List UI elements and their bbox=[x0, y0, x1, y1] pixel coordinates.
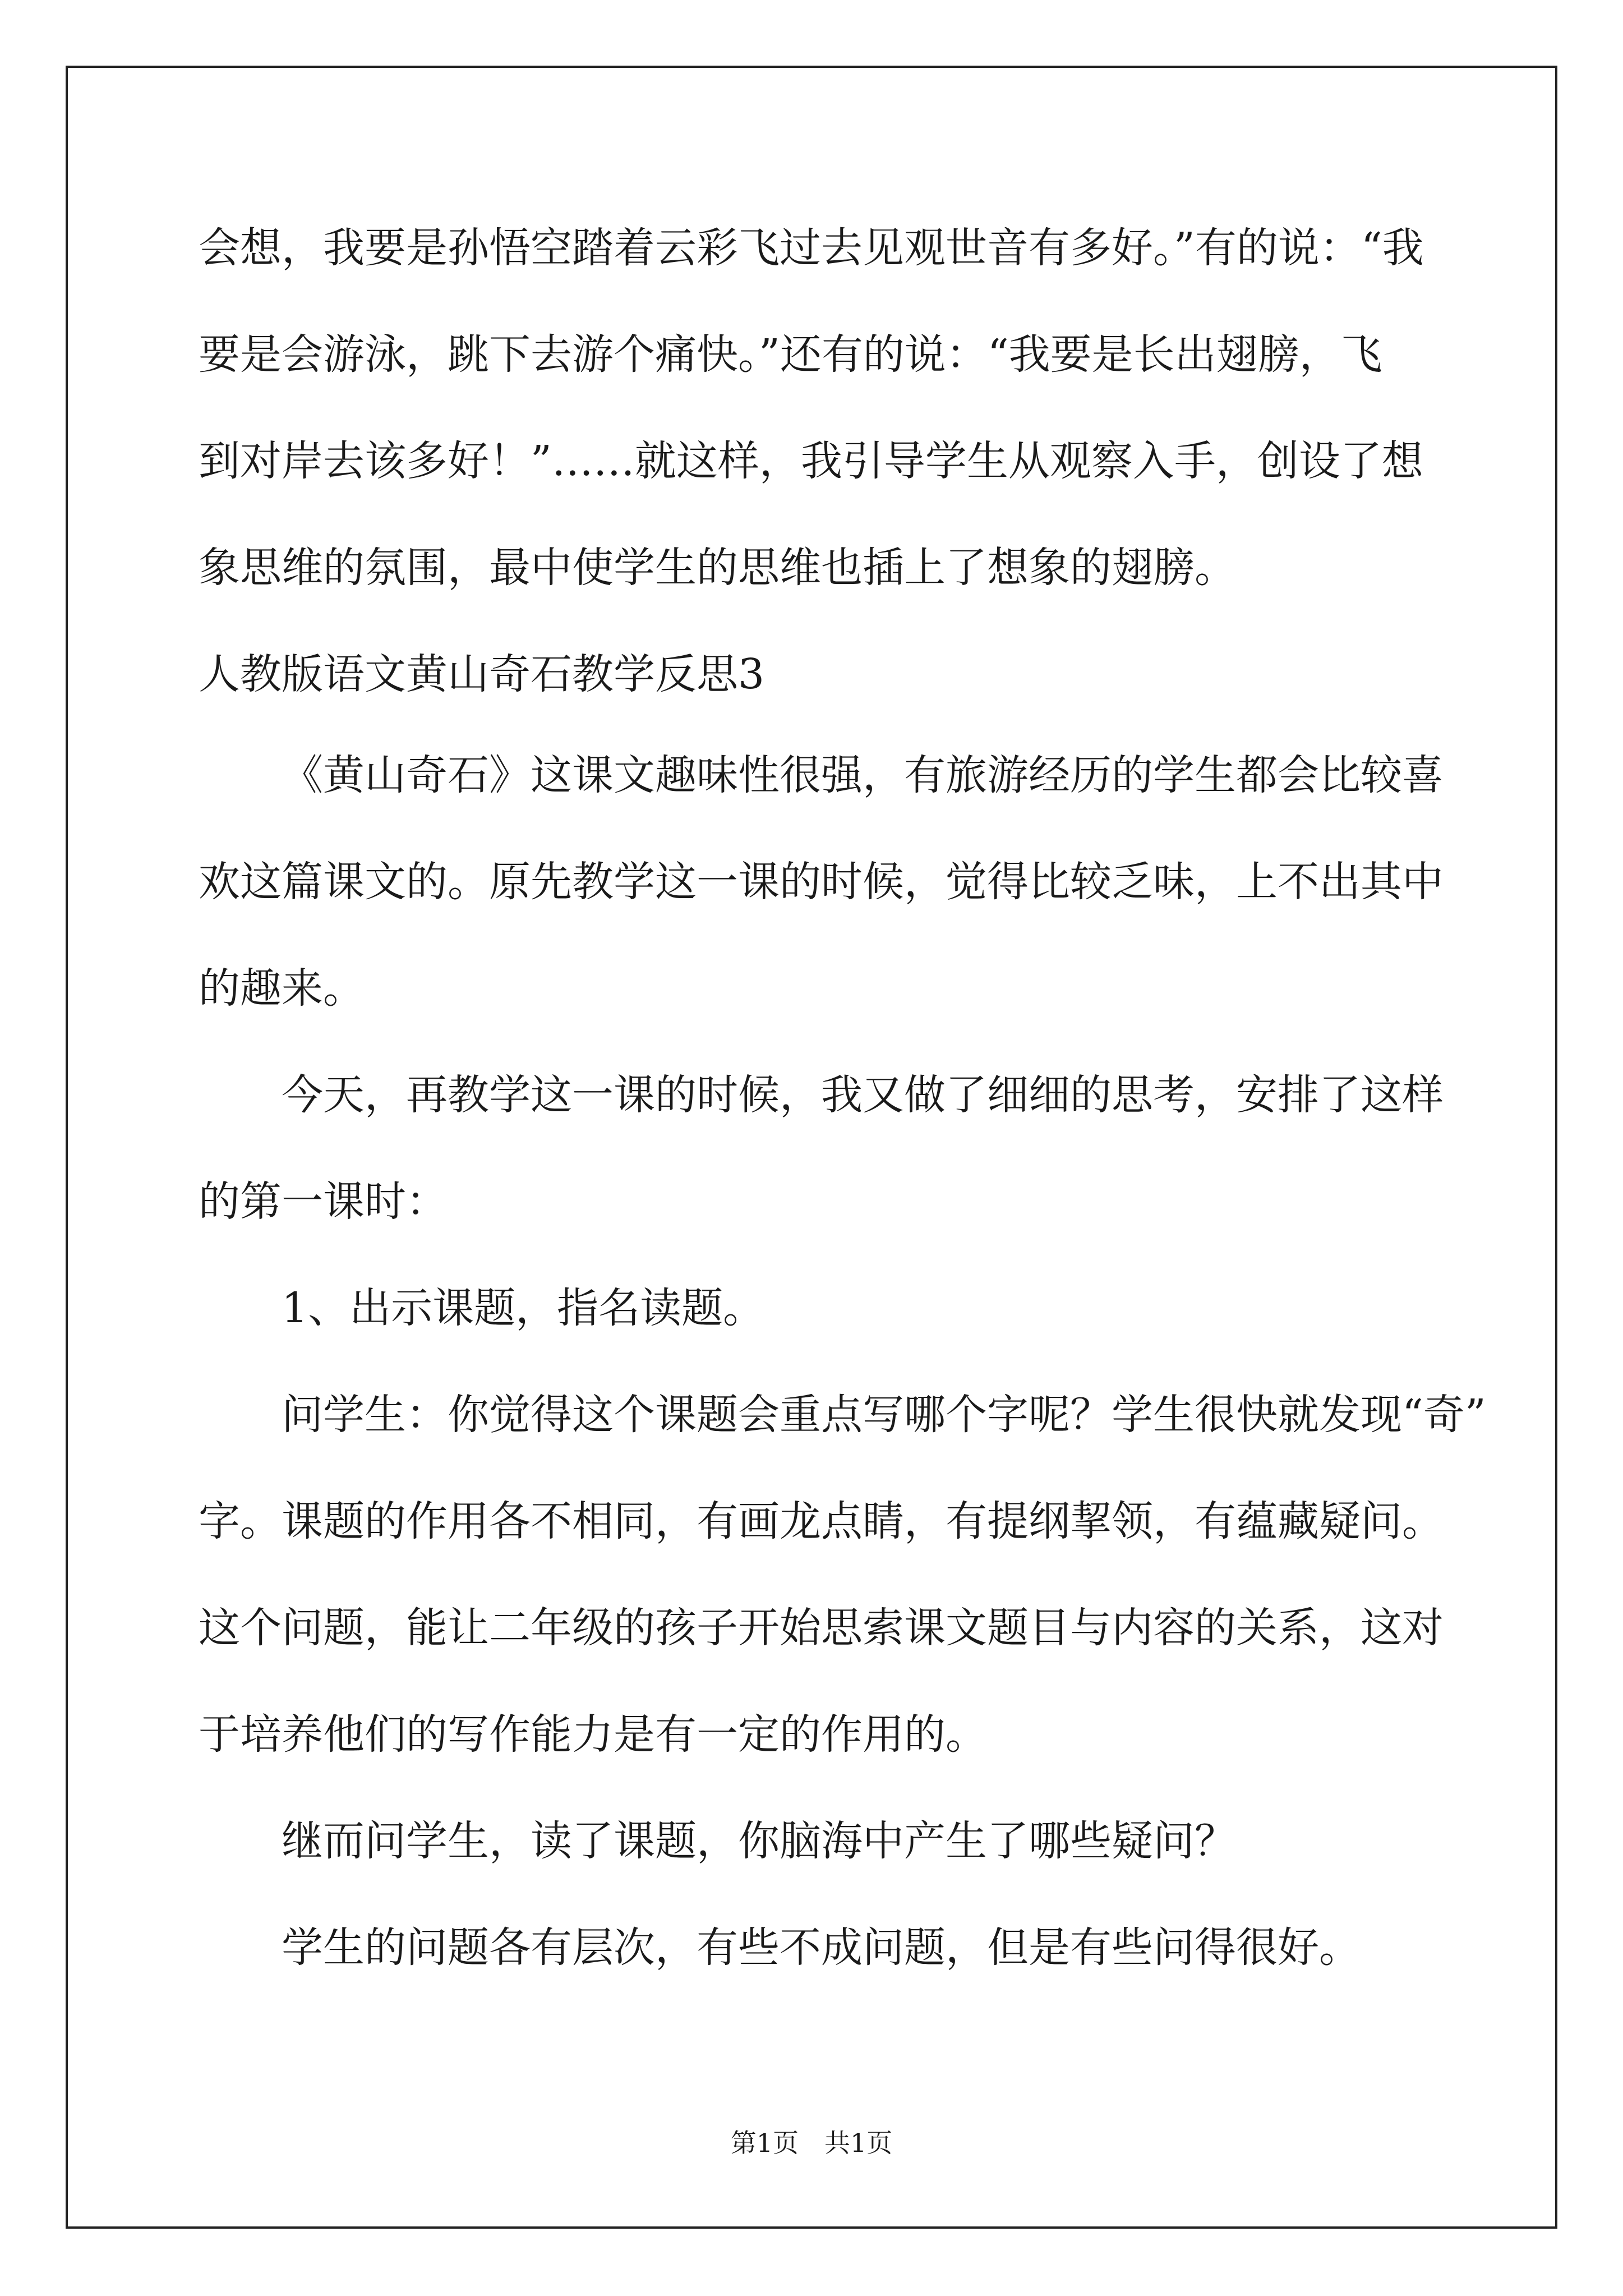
text-line: 1、出示课题，指名读题。 bbox=[282, 1284, 765, 1332]
text-line: 今天，再教学这一课的时候，我又做了细细的思考，安排了这样 bbox=[282, 1071, 1444, 1119]
text-line: 到对岸去该多好！”……就这样，我引导学生从观察入手，创设了想 bbox=[199, 437, 1423, 485]
text-line: 继而问学生，读了课题，你脑海中产生了哪些疑问？ bbox=[282, 1817, 1236, 1865]
section-heading: 人教版语文黄山奇石教学反思3 bbox=[199, 650, 765, 698]
page-number-footer: 第1页 共1页 bbox=[730, 2128, 893, 2158]
text-line: 象思维的氛围，最中使学生的思维也插上了想象的翅膀。 bbox=[199, 544, 1236, 592]
text-line: 欢这篇课文的。原先教学这一课的时候，觉得比较乏味，上不出其中 bbox=[199, 858, 1444, 906]
text-line: 会想，我要是孙悟空踏着云彩飞过去见观世音有多好。”有的说：“我 bbox=[199, 224, 1424, 272]
text-line: 于培养他们的写作能力是有一定的作用的。 bbox=[199, 1710, 987, 1759]
text-line: 要是会游泳，跳下去游个痛快。”还有的说：“我要是长出翅膀，飞 bbox=[199, 330, 1382, 379]
text-line: 的第一课时： bbox=[199, 1177, 448, 1226]
text-line: 学生的问题各有层次，有些不成问题，但是有些问得很好。 bbox=[282, 1924, 1361, 1972]
text-line: 字。课题的作用各不相同，有画龙点睛，有提纲挈领，有蕴藏疑问。 bbox=[199, 1497, 1444, 1545]
text-line: 的趣来。 bbox=[199, 964, 365, 1013]
text-line: 《黄山奇石》这课文趣味性很强，有旅游经历的学生都会比较喜 bbox=[282, 751, 1444, 799]
text-line: 问学生：你觉得这个课题会重点写哪个字呢？学生很快就发现“奇” bbox=[282, 1391, 1486, 1439]
document-body bbox=[199, 217, 1486, 2023]
text-line: 这个问题，能让二年级的孩子开始思索课文题目与内容的关系，这对 bbox=[199, 1604, 1444, 1652]
